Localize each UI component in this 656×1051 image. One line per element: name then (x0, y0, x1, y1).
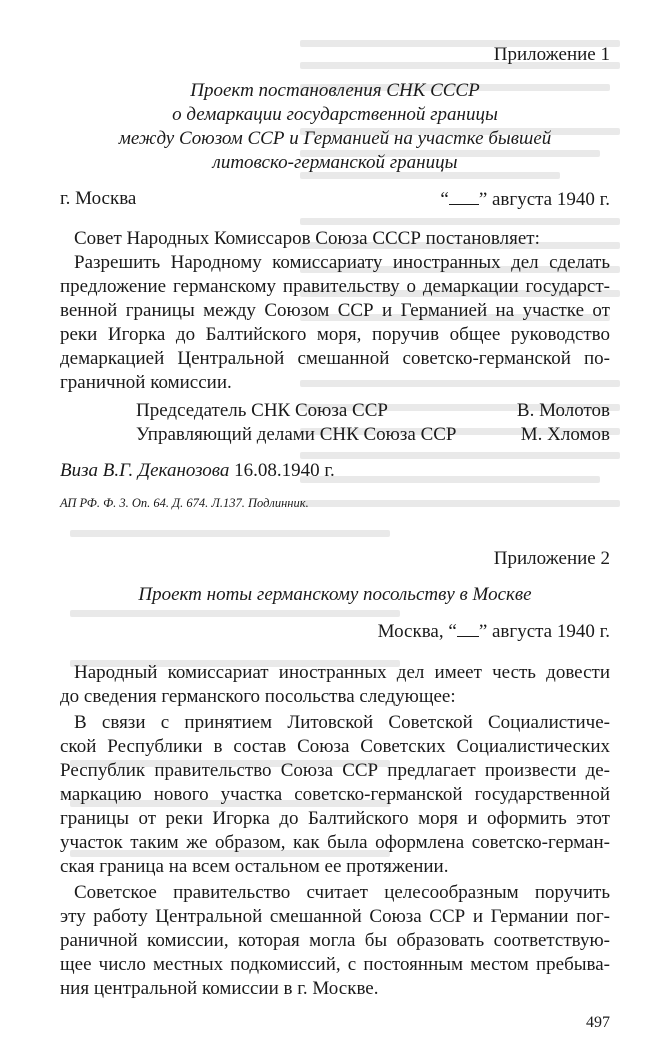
para1-line-2: ской Республики в состав Союза Советских Социалистических (60, 736, 610, 757)
signature-1-name: В. Молотов (516, 400, 610, 421)
signature-2-name: М. Хломов (520, 424, 610, 445)
place-date-2-close: ” августа 1940 г. (478, 621, 610, 642)
body-line-3: венной границы между Союзом ССР и Германией на участке от (60, 300, 610, 321)
date (440, 188, 610, 211)
body-line-4: реки Игорка до Балтийского моря, поручив общее руководство (60, 324, 610, 345)
para1-line-6: участок таким же образом, как была оформлена советско-герман- (60, 832, 610, 853)
date-blank (449, 188, 479, 205)
para1-line-7: ская граница на всем остальном ее протяжении. (60, 856, 449, 877)
signature-row-2 (136, 424, 610, 446)
signature-row-1 (136, 400, 610, 422)
visa-label: Виза В.Г. Деканозова (60, 460, 230, 481)
place-date-2-open: Москва, “ (377, 621, 457, 642)
date-2-blank (457, 620, 479, 637)
intro-line-1: Народный комиссариат иностранных дел имеет честь довести (74, 662, 610, 683)
visa-line (60, 460, 610, 482)
para1-line-4: маркацию нового участка советско-германской государственной (60, 784, 610, 805)
para2-line-1: Советское правительство считает целесообразным поручить (74, 882, 610, 903)
para2-line-2: эту работу Центральной смешанной Союза ССР и Германии пог- (60, 906, 610, 927)
para2-line-4: щее число местных подкомиссий, с постоянным местом пребыва- (60, 954, 610, 975)
para2-line-5: ния центральной комиссии в г. Москве. (60, 978, 379, 999)
preamble: Совет Народных Комиссаров Союза СССР постановляет: (74, 228, 540, 249)
signature-1-role: Председатель СНК Союза ССР (136, 400, 388, 421)
appendix-1-title-line-4: литовско-германской границы (212, 152, 458, 173)
appendix-1-title-line-1: Проект постановления СНК СССР (190, 80, 480, 101)
signature-2-role: Управляющий делами СНК Союза ССР (136, 424, 457, 445)
place: г. Москва (60, 188, 137, 209)
para1-line-1: В связи с принятием Литовской Советской Социалистиче- (74, 712, 610, 733)
page-number: 497 (586, 1014, 610, 1031)
body-line-1: Разрешить Народному комиссариату иностранных дел сделать (74, 252, 610, 273)
appendix-2-title: Проект ноты германскому посольству в Москве (138, 584, 532, 605)
place-date-2 (60, 620, 610, 643)
body-line-6: граничной комиссии. (60, 372, 232, 393)
visa-date: 16.08.1940 г. (229, 460, 335, 481)
appendix-2-label: Приложение 2 (493, 548, 610, 569)
appendix-1-label: Приложение 1 (493, 44, 610, 65)
para1-line-5: границы от реки Игорка до Балтийского моря и оформить этот (60, 808, 610, 829)
intro-line-2: до сведения германского посольства следующее: (60, 686, 456, 707)
place-date-row (60, 188, 610, 211)
date-open-quote: “ (440, 189, 449, 210)
archive-source: АП РФ. Ф. 3. Оп. 64. Д. 674. Л.137. Подлинник. (60, 496, 309, 510)
para2-line-3: раничной комиссии, которая могла бы образовать соответствую- (60, 930, 610, 951)
body-line-2: предложение германскому правительству о демаркации государст- (60, 276, 610, 297)
body-line-5: демаркацией Центральной смешанной советско-германской по- (60, 348, 610, 369)
appendix-1-title-line-3: между Союзом ССР и Германией на участке бывшей (118, 128, 552, 149)
appendix-1-title-line-2: о демаркации государственной границы (172, 104, 498, 125)
date-month-year: ” августа 1940 г. (478, 189, 610, 210)
para1-line-3: Республик правительство Союза ССР предлагает произвести де- (60, 760, 610, 781)
